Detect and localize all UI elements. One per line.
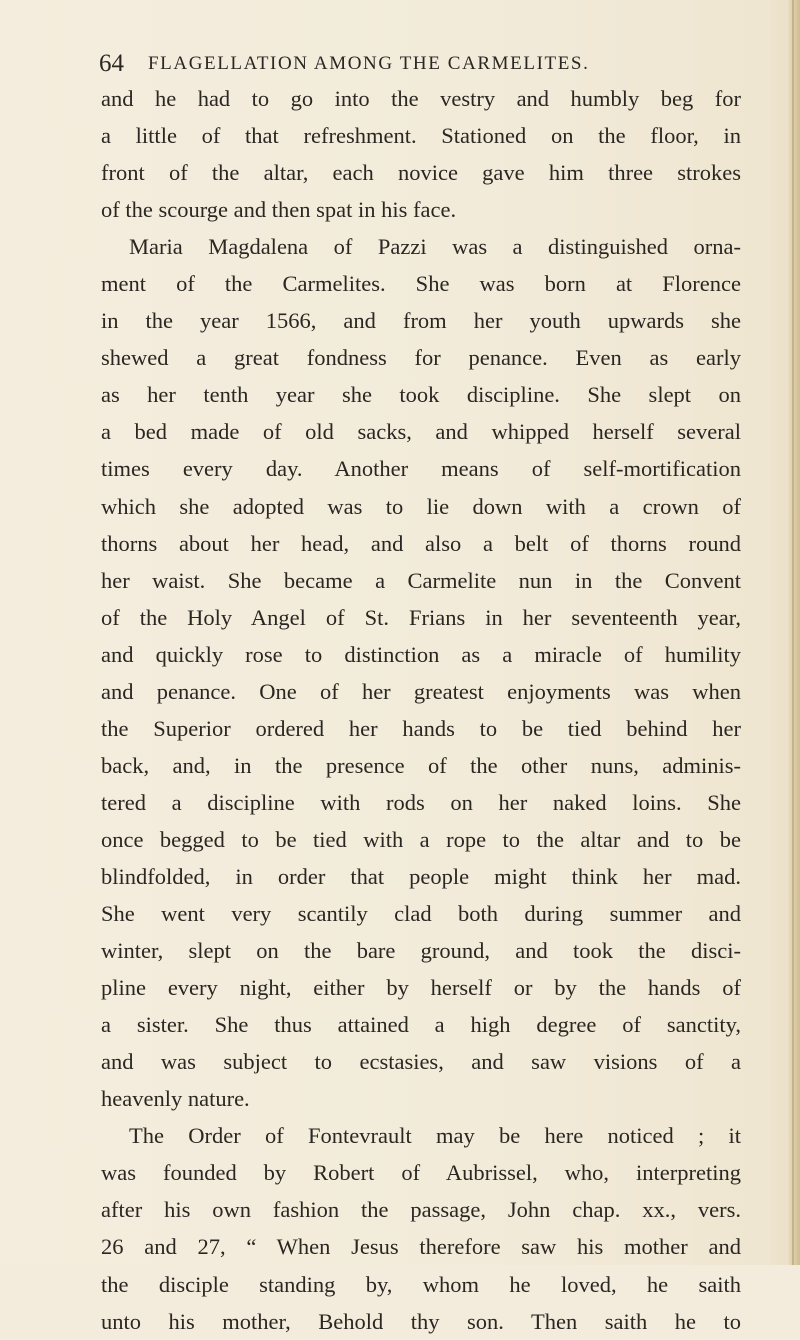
text-line: which she adopted was to lie down with a crown of [101,493,741,519]
text-line: 26 and 27, “ When Jesus therefore saw his mother and [101,1234,741,1260]
text-line: back, and, in the presence of the other nuns, adminis- [101,752,741,778]
text-line: times every day. Another means of self-mortification [101,456,741,482]
page-number: 64 [99,50,124,77]
page-edge-shadow [792,0,794,1265]
text-line: as her tenth year she took discipline. She slept on [101,382,741,408]
text-line: ment of the Carmelites. She was born at Florence [101,271,741,297]
text-line: was founded by Robert of Aubrissel, who, interpreting [101,1160,741,1186]
text-line: once begged to be tied with a rope to the altar and to be [101,826,741,852]
text-line: front of the altar, each novice gave him three strokes [101,160,741,186]
text-line: and quickly rose to distinction as a miracle of humility [101,641,741,667]
text-line: heavenly nature. [101,1086,250,1112]
text-line: blindfolded, in order that people might think her mad. [101,863,741,889]
text-line: unto his mother, Behold thy son. Then saith he to [101,1308,741,1334]
paragraph-start-line: Maria Magdalena of Pazzi was a distinguished orna- [129,234,741,260]
text-line: tered a discipline with rods on her naked loins. She [101,789,741,815]
text-line: of the Holy Angel of St. Frians in her seventeenth year, [101,604,741,630]
body-text [101,80,741,1340]
text-line: shewed a great fondness for penance. Even as early [101,345,741,371]
text-line: thorns about her head, and also a belt of thorns round [101,530,741,556]
text-line: and he had to go into the vestry and humbly beg for [101,86,741,111]
text-line: in the year 1566, and from her youth upwards she [101,308,741,334]
text-line: after his own fashion the passage, John chap. xx., vers. [101,1197,741,1223]
text-line: a sister. She thus attained a high degree of sanctity, [101,1012,741,1038]
running-title: FLAGELLATION AMONG THE CARMELITES. [148,53,590,74]
text-line: a little of that refreshment. Stationed on the floor, in [101,123,741,149]
text-line: pline every night, either by herself or by the hands of [101,975,741,1001]
text-line: of the scourge and then spat in his face. [101,197,457,223]
text-line: a bed made of old sacks, and whipped herself several [101,419,741,445]
text-line: and penance. One of her greatest enjoyments was when [101,678,741,704]
text-line: She went very scantily clad both during summer and [101,901,741,927]
text-line: the Superior ordered her hands to be tied behind her [101,715,741,741]
text-line: winter, slept on the bare ground, and took the disci- [101,938,741,964]
text-line: the disciple standing by, whom he loved, he saith [101,1271,741,1297]
page-header [99,47,699,81]
text-line: and was subject to ecstasies, and saw visions of a [101,1049,741,1075]
paragraph-start-line: The Order of Fontevrault may be here noticed ; it [129,1123,741,1149]
text-line: her waist. She became a Carmelite nun in the Convent [101,567,741,593]
